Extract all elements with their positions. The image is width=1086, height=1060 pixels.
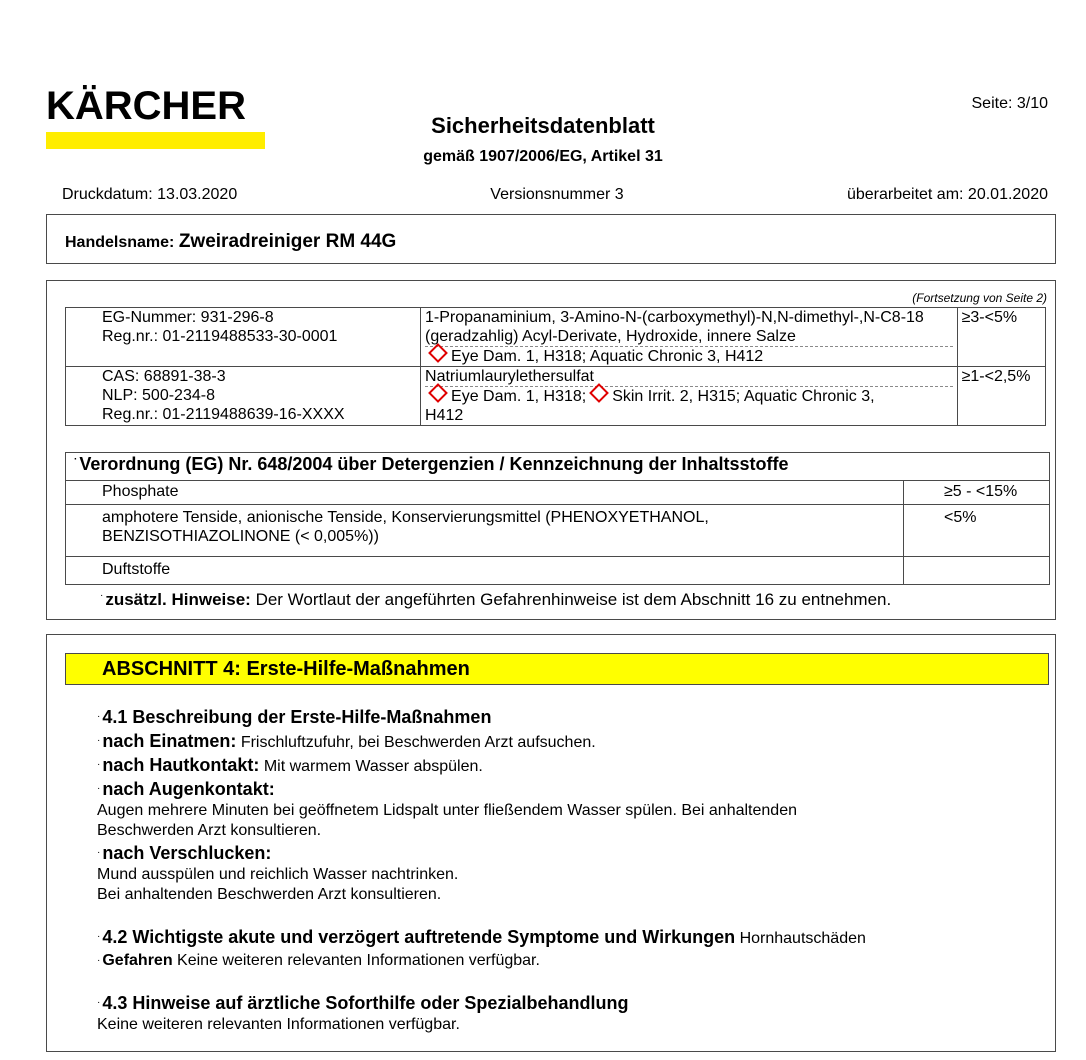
continuation-note: (Fortsetzung von Seite 2) <box>912 291 1047 305</box>
regulation-heading: · Verordnung (EG) Nr. 648/2004 über Detergenzien / Kennzeichnung der Inhaltsstoffe <box>66 453 1049 481</box>
section-3-box <box>46 280 1056 620</box>
skin-contact-item: · nach Hautkontakt: Mit warmem Wasser abspülen. <box>97 755 483 775</box>
substance-name: Natriumlaurylethersulfat Eye Dam. 1, H318; Skin Irrit. 2, H315; Aquatic Chronic 3, H412 <box>421 367 958 426</box>
karcher-logo: KÄRCHER <box>46 84 246 128</box>
table-row: Phosphate ≥5 - <15% <box>66 481 1049 505</box>
hazard-line: Eye Dam. 1, H318; Skin Irrit. 2, H315; Aquatic Chronic 3, H412 <box>425 386 953 425</box>
section-4-3-title: · 4.3 Hinweise auf ärztliche Soforthilfe oder Spezialbehandlung <box>97 993 629 1013</box>
substance-concentration: ≥3-<5% <box>957 308 1045 367</box>
dangers-item: · Gefahren Keine weiteren relevanten Informationen verfügbar. <box>97 952 540 969</box>
eye-contact-text-2: Beschwerden Arzt konsultieren. <box>97 822 322 839</box>
corrosion-pictogram-icon <box>428 383 448 403</box>
section-4-3-text: Keine weiteren relevanten Informationen verfügbar. <box>97 1016 460 1033</box>
document-subtitle: gemäß 1907/2006/EG, Artikel 31 <box>423 148 663 165</box>
eye-contact-text: Augen mehrere Minuten bei geöffnetem Lidspalt unter fließendem Wasser spülen. Bei anhaltenden <box>97 802 797 819</box>
additional-notes: · zusätzl. Hinweise: Der Wortlaut der angeführten Gefahrenhinweise ist dem Abschnitt 16 zu entnehmen. <box>100 590 892 609</box>
detergent-regulation-table <box>65 452 1050 585</box>
substance-ids: CAS: 68891-38-3 NLP: 500-234-8 Reg.nr.: 01-2119488639-16-XXXX <box>66 367 421 426</box>
section-4-heading: ABSCHNITT 4: Erste-Hilfe-Maßnahmen <box>65 653 1049 685</box>
inhalation-item: · nach Einatmen: Frischluftzufuhr, bei Beschwerden Arzt aufsuchen. <box>97 731 596 751</box>
corrosion-pictogram-icon <box>428 343 448 363</box>
substance-ids: EG-Nummer: 931-296-8 Reg.nr.: 01-2119488533-30-0001 <box>66 308 421 367</box>
trade-name-line <box>65 231 396 253</box>
version-number: Versionsnummer 3 <box>490 186 624 203</box>
trade-name-value: Zweiradreiniger RM 44G <box>178 231 397 252</box>
page-number: Seite: 3/10 <box>971 95 1048 112</box>
swallowing-item: · nach Verschlucken: <box>97 843 272 863</box>
swallowing-text: Mund ausspülen und reichlich Wasser nachtrinken. <box>97 866 459 883</box>
exclamation-pictogram-icon <box>589 383 609 403</box>
section-4-box <box>46 634 1056 1052</box>
revision-date: überarbeitet am: 20.01.2020 <box>846 186 1048 203</box>
substances-table <box>65 307 1046 426</box>
hazard-line: Eye Dam. 1, H318; Aquatic Chronic 3, H412 <box>425 346 953 366</box>
eye-contact-item: · nach Augenkontakt: <box>97 779 275 799</box>
print-date: Druckdatum: 13.03.2020 <box>62 186 238 203</box>
substance-name: 1-Propanaminium, 3-Amino-N-(carboxymethyl)-N,N-dimethyl-,N-C8-18 (geradzahlig) Acyl-Derivate, Hydroxide, innere Salze Eye Dam. 1, H318; Aquatic Chronic 3, H412 <box>421 308 958 367</box>
section-4-2-title: · 4.2 Wichtigste akute und verzögert auftretende Symptome und Wirkungen Hornhautschäden <box>97 927 866 947</box>
swallowing-text-2: Bei anhaltenden Beschwerden Arzt konsultieren. <box>97 886 442 903</box>
section-4-1-title: · 4.1 Beschreibung der Erste-Hilfe-Maßnahmen <box>97 707 492 727</box>
document-title: Sicherheitsdatenblatt <box>431 113 655 138</box>
table-row: Duftstoffe <box>66 557 1049 584</box>
trade-name-label: Handelsname: <box>65 234 175 251</box>
trade-name-box <box>46 214 1056 264</box>
table-row: amphotere Tenside, anionische Tenside, Konservierungsmittel (PHENOXYETHANOL, BENZISOTHIAZOLINONE (< 0,005%)) <5% <box>66 505 1049 557</box>
table-row <box>66 367 1046 426</box>
table-row <box>66 308 1046 367</box>
substance-concentration: ≥1-<2,5% <box>957 367 1045 426</box>
